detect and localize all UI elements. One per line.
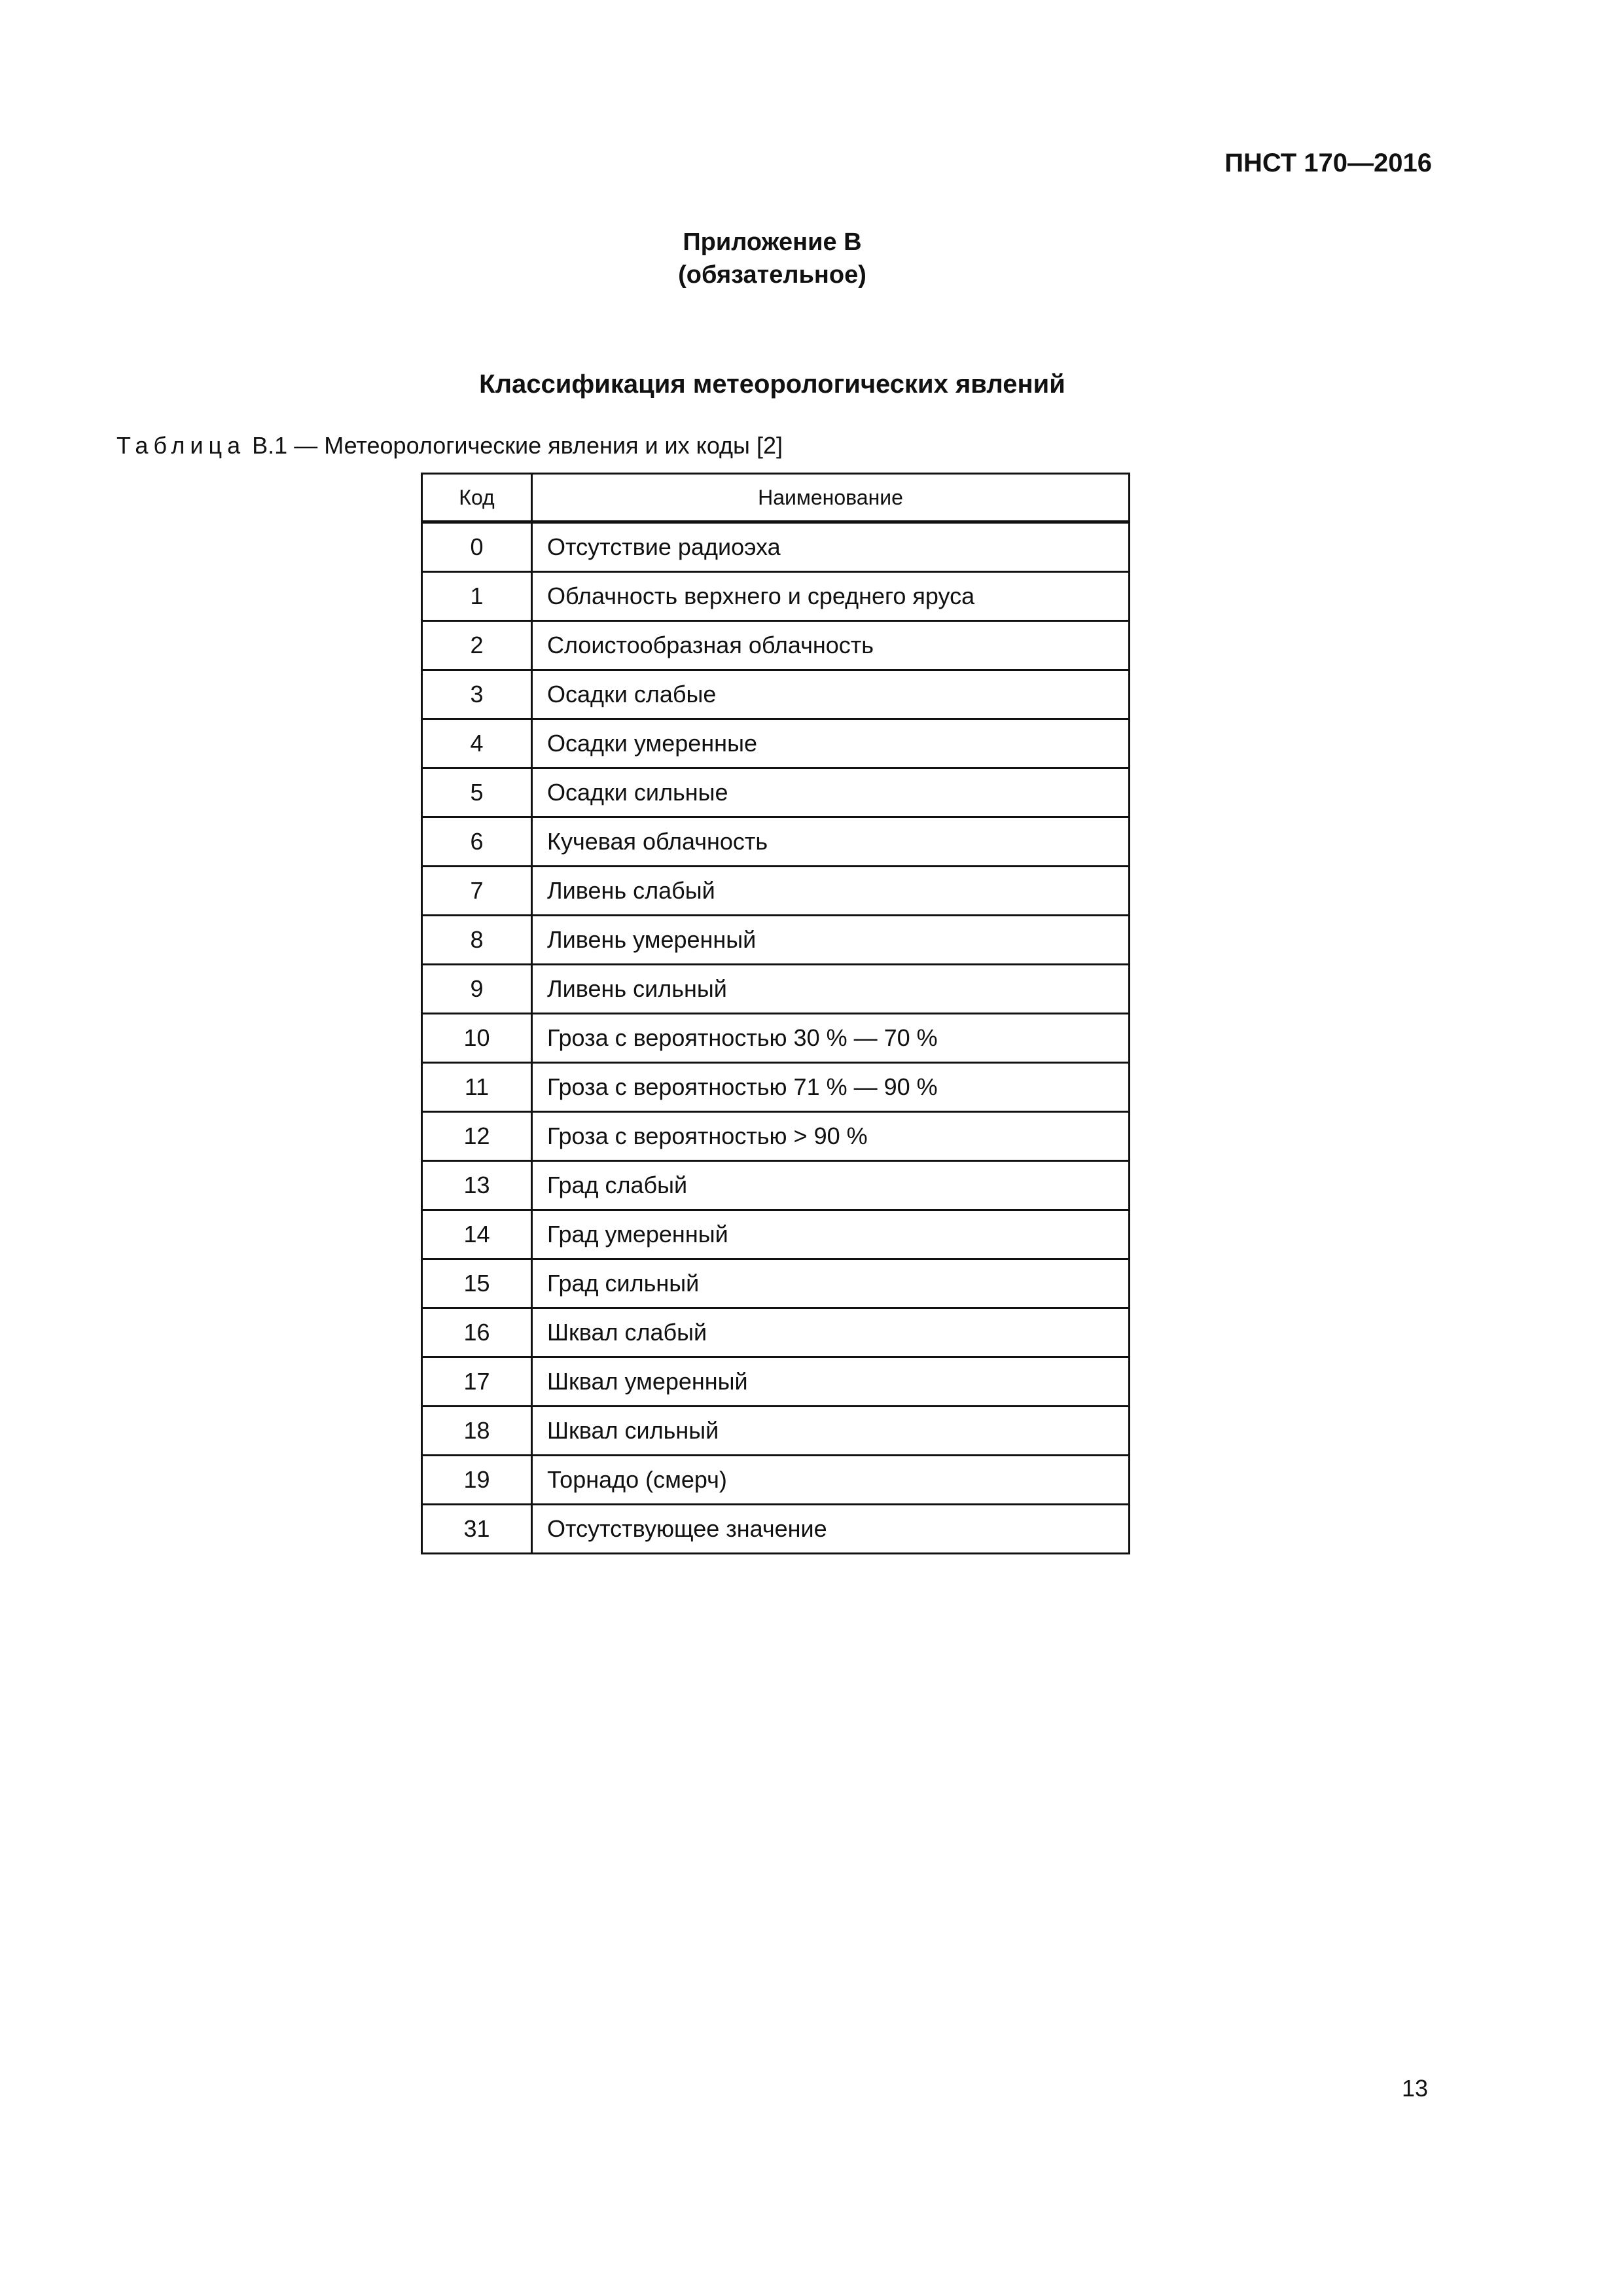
code-cell: 6 bbox=[422, 817, 532, 867]
table-row bbox=[422, 1210, 1130, 1259]
document-code: ПНСТ 170—2016 bbox=[1224, 149, 1432, 177]
appendix-title: Приложение В bbox=[683, 228, 862, 256]
column-header-name: Наименование bbox=[532, 474, 1130, 522]
appendix-heading bbox=[0, 226, 1544, 291]
table-caption-text: В.1 — Метеорологические явления и их коды [2] bbox=[252, 432, 783, 459]
table-row bbox=[422, 965, 1130, 1014]
table-row bbox=[422, 1456, 1130, 1505]
table-row bbox=[422, 522, 1130, 572]
table-row bbox=[422, 867, 1130, 916]
name-cell: Шквал сильный bbox=[532, 1407, 1130, 1456]
code-cell: 11 bbox=[422, 1063, 532, 1112]
table-row bbox=[422, 916, 1130, 965]
code-cell: 9 bbox=[422, 965, 532, 1014]
code-cell: 10 bbox=[422, 1014, 532, 1063]
code-cell: 18 bbox=[422, 1407, 532, 1456]
code-cell: 4 bbox=[422, 719, 532, 768]
table-row bbox=[422, 1407, 1130, 1456]
name-cell: Ливень умеренный bbox=[532, 916, 1130, 965]
name-cell: Облачность верхнего и среднего яруса bbox=[532, 572, 1130, 621]
name-cell: Град сильный bbox=[532, 1259, 1130, 1308]
table-row bbox=[422, 1308, 1130, 1357]
name-cell: Отсутствие радиоэха bbox=[532, 522, 1130, 572]
table-row bbox=[422, 621, 1130, 670]
table-caption bbox=[116, 432, 783, 459]
code-cell: 3 bbox=[422, 670, 532, 719]
table-row bbox=[422, 1014, 1130, 1063]
name-cell: Ливень сильный bbox=[532, 965, 1130, 1014]
page-number: 13 bbox=[1401, 2075, 1428, 2102]
name-cell: Торнадо (смерч) bbox=[532, 1456, 1130, 1505]
name-cell: Кучевая облачность bbox=[532, 817, 1130, 867]
table-row bbox=[422, 768, 1130, 817]
table-row bbox=[422, 1505, 1130, 1554]
code-cell: 7 bbox=[422, 867, 532, 916]
table-row bbox=[422, 1112, 1130, 1161]
name-cell: Град умеренный bbox=[532, 1210, 1130, 1259]
code-cell: 31 bbox=[422, 1505, 532, 1554]
table-row bbox=[422, 1259, 1130, 1308]
code-cell: 14 bbox=[422, 1210, 532, 1259]
table-row bbox=[422, 1161, 1130, 1210]
name-cell: Град слабый bbox=[532, 1161, 1130, 1210]
name-cell: Ливень слабый bbox=[532, 867, 1130, 916]
appendix-status: (обязательное) bbox=[678, 261, 866, 289]
name-cell: Гроза с вероятностью > 90 % bbox=[532, 1112, 1130, 1161]
code-cell: 12 bbox=[422, 1112, 532, 1161]
table-row bbox=[422, 817, 1130, 867]
code-cell: 2 bbox=[422, 621, 532, 670]
name-cell: Осадки сильные bbox=[532, 768, 1130, 817]
code-cell: 19 bbox=[422, 1456, 532, 1505]
code-cell: 17 bbox=[422, 1357, 532, 1407]
table-row bbox=[422, 1357, 1130, 1407]
table-row bbox=[422, 1063, 1130, 1112]
code-cell: 16 bbox=[422, 1308, 532, 1357]
code-cell: 13 bbox=[422, 1161, 532, 1210]
column-header-code: Код bbox=[422, 474, 532, 522]
code-cell: 15 bbox=[422, 1259, 532, 1308]
name-cell: Осадки умеренные bbox=[532, 719, 1130, 768]
meteo-phenomena-table bbox=[421, 473, 1130, 1554]
code-cell: 5 bbox=[422, 768, 532, 817]
name-cell: Гроза с вероятностью 71 % — 90 % bbox=[532, 1063, 1130, 1112]
table-row bbox=[422, 719, 1130, 768]
name-cell: Шквал умеренный bbox=[532, 1357, 1130, 1407]
name-cell: Осадки слабые bbox=[532, 670, 1130, 719]
table-body bbox=[422, 522, 1130, 1554]
code-cell: 8 bbox=[422, 916, 532, 965]
name-cell: Отсутствующее значение bbox=[532, 1505, 1130, 1554]
name-cell: Гроза с вероятностью 30 % — 70 % bbox=[532, 1014, 1130, 1063]
code-cell: 1 bbox=[422, 572, 532, 621]
table-header-row bbox=[422, 474, 1130, 522]
code-cell: 0 bbox=[422, 522, 532, 572]
table-row bbox=[422, 572, 1130, 621]
name-cell: Слоистообразная облачность bbox=[532, 621, 1130, 670]
name-cell: Шквал слабый bbox=[532, 1308, 1130, 1357]
table-caption-prefix: Таблица bbox=[116, 432, 246, 459]
section-title: Классификация метеорологических явлений bbox=[479, 370, 1065, 399]
table-row bbox=[422, 670, 1130, 719]
